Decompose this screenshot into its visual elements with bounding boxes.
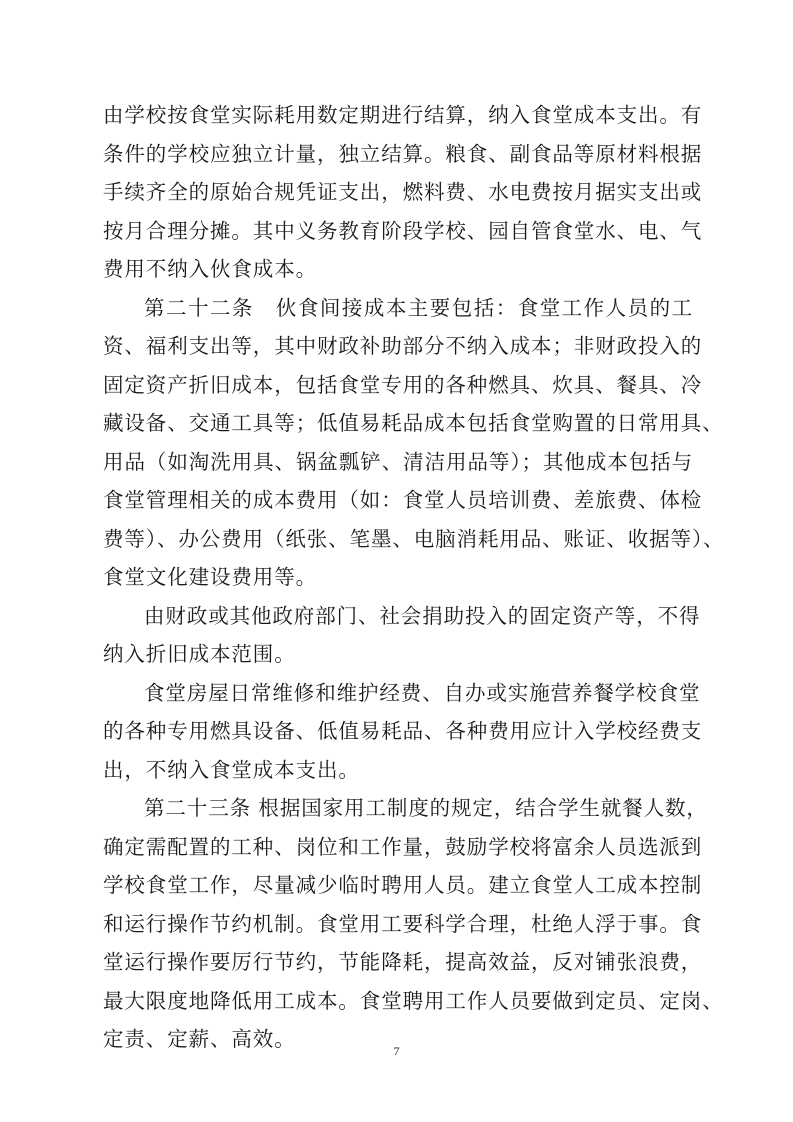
text-line: 用品（如淘洗用具、锅盆瓢铲、清洁用品等）；其他成本包括与 bbox=[103, 449, 693, 474]
text-line: 费等）、办公费用（纸张、笔墨、电脑消耗用品、账证、收据等）、 bbox=[103, 526, 725, 551]
text-line: 按月合理分摊。其中义务教育阶段学校、园自管食堂水、电、气 bbox=[103, 218, 703, 243]
text-line: 的各种专用燃具设备、低值易耗品、各种费用应计入学校经费支 bbox=[103, 719, 703, 743]
text-line: 第二十二条 伙食间接成本主要包括：食堂工作人员的工 bbox=[144, 295, 693, 320]
text-line: 资、福利支出等，其中财政补助部分不纳入成本；非财政投入的 bbox=[103, 334, 703, 358]
text-line: 最大限度地降低用工成本。食堂聘用工作人员要做到定员、定岗、 bbox=[103, 988, 724, 1013]
text-line: 堂运行操作要厉行节约，节能降耗，提高效益，反对铺张浪费， bbox=[103, 950, 703, 974]
text-line: 手续齐全的原始合规凭证支出，燃料费、水电费按月据实支出或 bbox=[103, 180, 703, 204]
text-line: 定责、定薪、高效。 bbox=[103, 1027, 296, 1051]
text-line: 食堂管理相关的成本费用（如：食堂人员培训费、差旅费、体检 bbox=[103, 488, 703, 512]
text-line: 藏设备、交通工具等；低值易耗品成本包括食堂购置的日常用具、 bbox=[103, 411, 724, 435]
text-line: 条件的学校应独立计量，独立结算。粮食、副食品等原材料根据 bbox=[103, 141, 703, 166]
text-line: 由学校按食堂实际耗用数定期进行结算，纳入食堂成本支出。有 bbox=[103, 103, 703, 127]
page-number: 7 bbox=[393, 1044, 400, 1058]
text-line: 由财政或其他政府部门、社会捐助投入的固定资产等，不得 bbox=[144, 603, 701, 628]
text-line: 和运行操作节约机制。食堂用工要科学合理，杜绝人浮于事。食 bbox=[103, 911, 703, 936]
text-line: 食堂文化建设费用等。 bbox=[103, 565, 317, 589]
text-line: 固定资产折旧成本，包括食堂专用的各种燃具、炊具、餐具、冷 bbox=[103, 372, 703, 397]
text-line: 纳入折旧成本范围。 bbox=[103, 642, 296, 666]
text-line: 食堂房屋日常维修和维护经费、自办或实施营养餐学校食堂 bbox=[144, 680, 701, 705]
text-line: 学校食堂工作，尽量减少临时聘用人员。建立食堂人工成本控制 bbox=[103, 873, 703, 897]
body-text bbox=[103, 96, 725, 1059]
text-line: 第二十三条 根据国家用工制度的规定，结合学生就餐人数， bbox=[144, 796, 708, 820]
text-line: 出，不纳入食堂成本支出。 bbox=[103, 757, 360, 782]
text-line: 费用不纳入伙食成本。 bbox=[103, 257, 317, 281]
text-line: 确定需配置的工种、岗位和工作量，鼓励学校将富余人员选派到 bbox=[103, 834, 703, 859]
